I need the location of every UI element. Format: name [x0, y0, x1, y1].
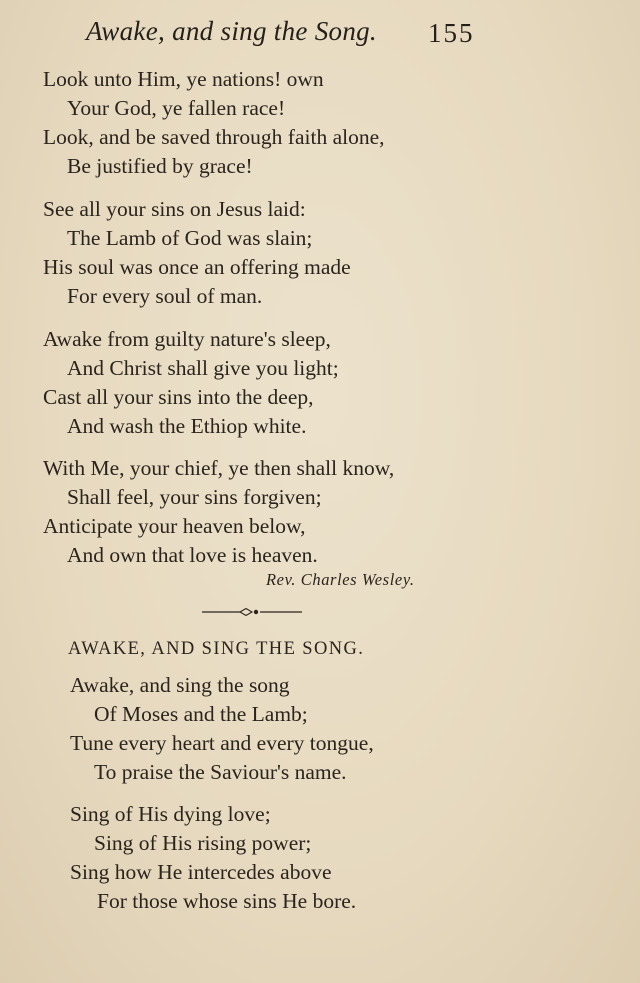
poem-line: Cast all your sins into the deep,	[43, 385, 314, 409]
poem-line: Tune every heart and every tongue,	[70, 731, 374, 755]
poem-line: To praise the Saviour's name.	[94, 760, 347, 784]
poem-line: And Christ shall give you light;	[67, 356, 339, 380]
poem-line: His soul was once an offering made	[43, 255, 351, 279]
poem-line: For every soul of man.	[67, 284, 263, 308]
poem-line: Be justified by grace!	[67, 154, 253, 178]
poem-line: Sing of His rising power;	[94, 831, 312, 855]
poem-line: Look unto Him, ye nations! own	[43, 67, 324, 91]
poem-line: See all your sins on Jesus laid:	[43, 197, 306, 221]
poem-line: Awake, and sing the song	[70, 673, 290, 697]
ornament-divider-icon	[200, 604, 304, 620]
poem-line: With Me, your chief, ye then shall know,	[43, 456, 395, 480]
poem-line: Anticipate your heaven below,	[43, 514, 306, 538]
poem-line: Sing of His dying love;	[70, 802, 271, 826]
poem-line: The Lamb of God was slain;	[67, 226, 313, 250]
poem-line: Sing how He intercedes above	[70, 860, 332, 884]
poem-line: Of Moses and the Lamb;	[94, 702, 308, 726]
poem-line: For those whose sins He bore.	[97, 889, 357, 913]
poem-line: Awake from guilty nature's sleep,	[43, 327, 331, 351]
hymn-title: AWAKE, AND SING THE SONG.	[68, 639, 365, 659]
poem-line: And wash the Ethiop white.	[67, 414, 307, 438]
poem-line: Your God, ye fallen race!	[67, 96, 286, 120]
poem-line: Shall feel, your sins forgiven;	[67, 485, 322, 509]
poem-line: Look, and be saved through faith alone,	[43, 125, 385, 149]
poem-line: And own that love is heaven.	[67, 543, 318, 567]
running-title: Awake, and sing the Song.	[86, 16, 377, 46]
page-number: 155	[428, 18, 475, 48]
poem-attribution: Rev. Charles Wesley.	[266, 570, 415, 589]
